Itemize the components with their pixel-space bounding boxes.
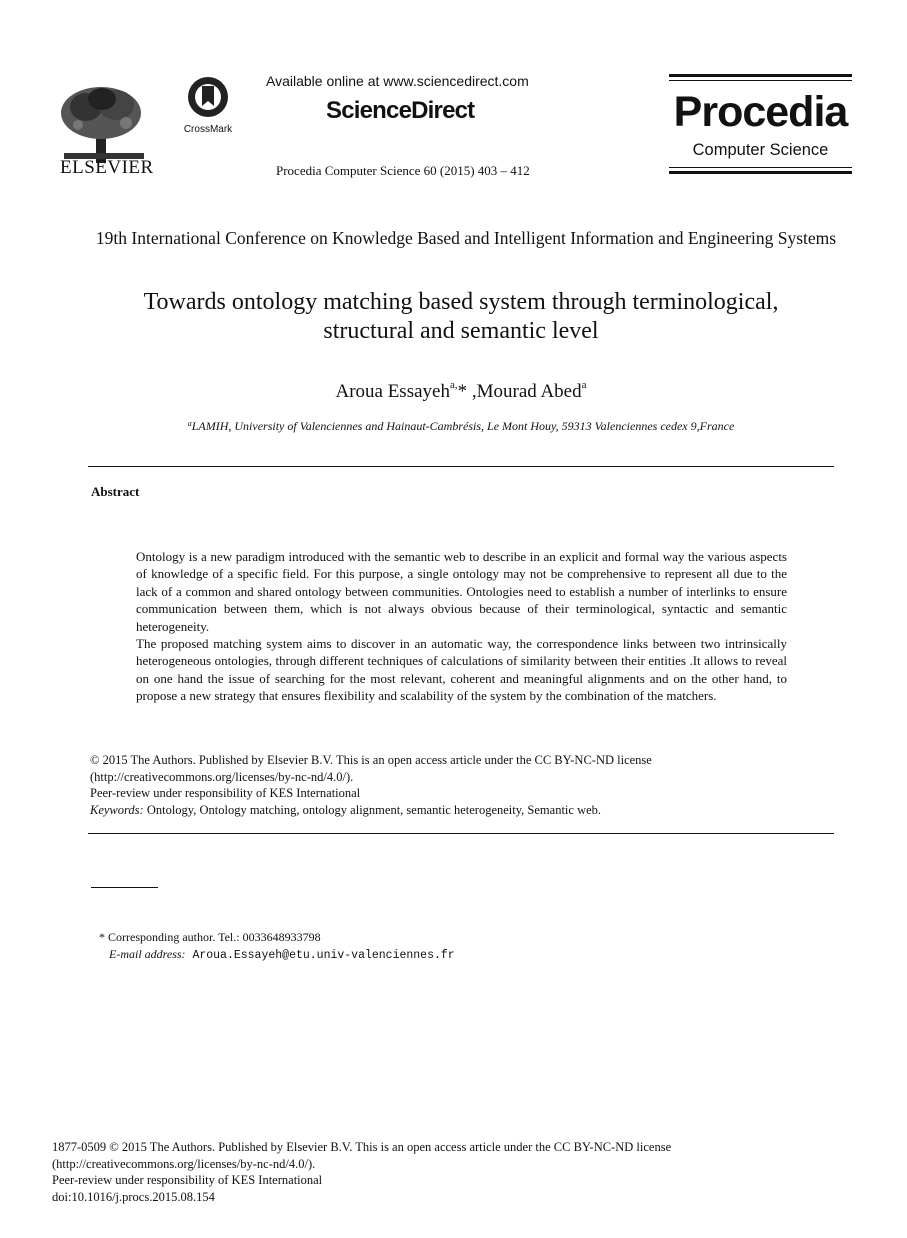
paper-title-line1: Towards ontology matching based system through terminological, bbox=[143, 289, 779, 315]
elsevier-wordmark: ELSEVIER bbox=[60, 157, 154, 178]
author-name: Aroua Essayeh bbox=[335, 381, 450, 402]
author-affil-mark: a, bbox=[449, 379, 458, 391]
bottom-notice bbox=[52, 1139, 671, 1206]
procedia-logo bbox=[669, 74, 852, 176]
conference-name: 19th International Conference on Knowledge Based and Intelligent Information and Engineering Systems bbox=[95, 228, 837, 248]
issn-license-line: 1877-0509 © 2015 The Authors. Published by Elsevier B.V. This is an open access article under the CC BY-NC-ND license bbox=[52, 1140, 672, 1154]
journal-reference: Procedia Computer Science 60 (2015) 403 – 412 bbox=[276, 163, 530, 178]
doi-link[interactable]: doi:10.1016/j.procs.2015.08.154 bbox=[52, 1190, 215, 1205]
abstract-divider bbox=[88, 833, 834, 834]
paper-title-line2: structural and semantic level bbox=[323, 318, 599, 344]
available-online-link[interactable]: Available online at www.sciencedirect.com bbox=[266, 73, 529, 89]
crossmark-badge[interactable] bbox=[182, 76, 234, 134]
corresponding-mark: * bbox=[457, 381, 468, 402]
crossmark-icon bbox=[182, 76, 234, 120]
sciencedirect-logo[interactable]: ScienceDirect bbox=[326, 97, 475, 124]
procedia-top-rule bbox=[669, 74, 852, 77]
abstract-heading: Abstract bbox=[91, 484, 140, 499]
author-affil-mark: a bbox=[581, 379, 587, 391]
procedia-bottom-rule bbox=[669, 171, 852, 174]
peer-review-line: Peer-review under responsibility of KES International bbox=[90, 786, 361, 801]
paper-title bbox=[90, 288, 832, 346]
email-label: E-mail address: bbox=[109, 947, 186, 961]
corresponding-author: * Corresponding author. Tel.: 0033648933798 bbox=[99, 930, 321, 944]
abstract-paragraph: The proposed matching system aims to discover in an automatic way, the correspondence links between two intrinsically heterogeneous ontologies, through different techniques of calculations of similarity between their entities .It allows to reveal on one hand the issue of searching for the most relevant, coherent and meaningful alignments and on the other hand, to propose a new strategy that ensures flexibility and scalability of the system by the combination of the matchers. bbox=[136, 636, 787, 704]
procedia-top-thin-rule bbox=[669, 80, 852, 81]
procedia-bottom-thin-rule bbox=[669, 167, 852, 168]
footnote bbox=[99, 929, 455, 964]
affiliation-text: LAMIH, University of Valenciennes and Hainaut-Cambrésis, Le Mont Houy, 59313 Valenciennes cedex 9,France bbox=[191, 419, 735, 433]
peer-review-line: Peer-review under responsibility of KES International bbox=[52, 1173, 323, 1188]
footnote-rule bbox=[91, 887, 158, 888]
license-link[interactable]: (http://creativecommons.org/licenses/by-nc-nd/4.0/). bbox=[90, 769, 354, 784]
keywords-text: Ontology, Ontology matching, ontology alignment, semantic heterogeneity, Semantic web. bbox=[143, 803, 602, 817]
email-link[interactable]: Aroua.Essayeh@etu.univ-valenciennes.fr bbox=[185, 949, 455, 962]
crossmark-label: CrossMark bbox=[183, 124, 233, 135]
abstract-paragraph: Ontology is a new paradigm introduced with the semantic web to describe in an explicit and formal way the various aspects of knowledge of a specific field. For this purpose, a single ontology may not be comprehensive to represent all due to the lack of a common and shared ontology between communities. Ontologies need to establish a number of interlinks to ensure communication between them, which is not always obvious because of their terminological, syntactic and semantic heterogeneity. bbox=[136, 549, 787, 634]
author-name: ,Mourad Abed bbox=[467, 381, 582, 402]
keywords bbox=[90, 803, 835, 818]
affiliation bbox=[90, 419, 832, 434]
affiliation-mark: a bbox=[187, 419, 192, 428]
keywords-label: Keywords: bbox=[90, 803, 144, 817]
procedia-subtitle: Computer Science bbox=[692, 141, 829, 159]
author-list bbox=[90, 381, 832, 403]
header-divider bbox=[88, 466, 834, 467]
license-line: © 2015 The Authors. Published by Elsevier B.V. This is an open access article under the CC BY-NC-ND license bbox=[90, 753, 652, 767]
procedia-title: Procedia bbox=[673, 88, 848, 136]
email-line bbox=[99, 946, 455, 964]
license-link[interactable]: (http://creativecommons.org/licenses/by-nc-nd/4.0/). bbox=[52, 1156, 316, 1171]
abstract-body bbox=[136, 548, 787, 705]
license-block bbox=[90, 752, 835, 802]
